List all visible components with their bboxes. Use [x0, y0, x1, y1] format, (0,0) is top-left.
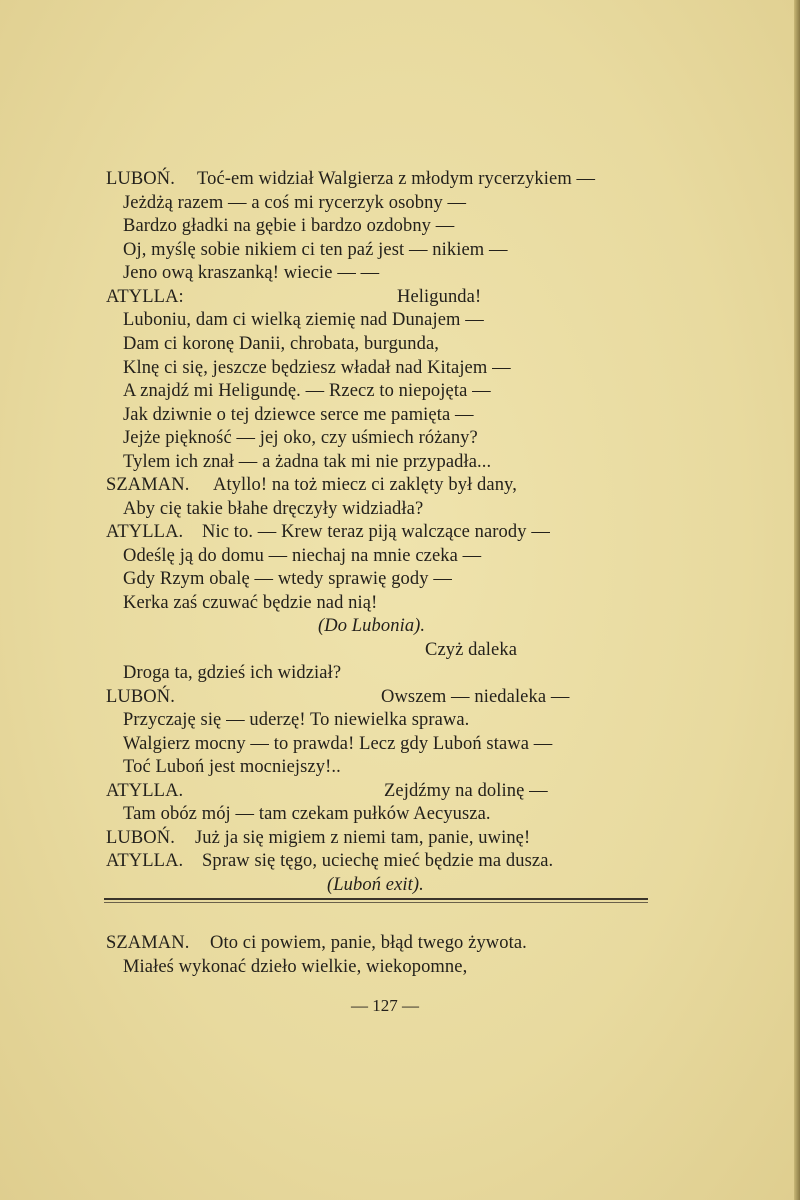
- line-text: A znajdź mi Heligundę. — Rzecz to niepojęta —: [123, 381, 491, 401]
- line-text: Kerka zaś czuwać będzie nad nią!: [123, 593, 378, 613]
- line-text: Bardzo gładki na gębie i bardzo ozdobny —: [123, 216, 455, 236]
- line-text: Klnę ci się, jeszcze będziesz władał nad Kitajem —: [123, 358, 511, 378]
- line-text: Oto ci powiem, panie, błąd twego żywota.: [210, 933, 527, 953]
- line-text: Spraw się tęgo, uciechę mieć będzie ma dusza.: [202, 851, 554, 871]
- section-divider: [104, 898, 648, 903]
- line-text: Atyllo! na toż miecz ci zaklęty był dany,: [213, 475, 517, 495]
- line-text: Walgierz mocny — to prawda! Lecz gdy Luboń stawa —: [123, 734, 553, 754]
- line-text: Toć Luboń jest mocniejszy!..: [123, 757, 341, 777]
- line-text: Oj, myślę sobie nikiem ci ten paź jest — nikiem —: [123, 240, 508, 260]
- speaker-label: SZAMAN.: [106, 475, 190, 495]
- line-text: Czyż daleka: [425, 640, 518, 660]
- speaker-label: ATYLLA.: [106, 522, 184, 542]
- line-text: Tam obóz mój — tam czekam pułków Aecyusza.: [123, 804, 491, 824]
- line-text: Heligunda!: [397, 287, 482, 307]
- line-text: Owszem — niedaleka —: [381, 687, 570, 707]
- line-text: Jeno ową kraszanką! wiecie — —: [123, 263, 380, 283]
- stage-direction-text: (Luboń exit).: [327, 875, 424, 895]
- page-edge: [794, 0, 800, 1200]
- line-text: Aby cię takie błahe dręczyły widziadła?: [123, 499, 424, 519]
- line-text: Przyczaję się — uderzę! To niewielka sprawa.: [123, 710, 470, 730]
- line-text: Droga ta, gdzieś ich widział?: [123, 663, 342, 683]
- line-text: Dam ci koronę Danii, chrobata, burgunda,: [123, 334, 440, 354]
- stage-direction-text: (Do Lubonia).: [318, 616, 426, 636]
- speaker-label: ATYLLA.: [106, 781, 184, 801]
- line-text: Jak dziwnie o tej dziewce serce me pamięta —: [123, 405, 474, 425]
- speaker-label: ATYLLA.: [106, 851, 184, 871]
- line-text: Nic to. — Krew teraz piją walczące narody —: [202, 522, 550, 542]
- line-text: Jeżdżą razem — a coś mi rycerzyk osobny —: [123, 193, 467, 213]
- line-text: Gdy Rzym obalę — wtedy sprawię gody —: [123, 569, 452, 589]
- page-number: — 127 —: [351, 996, 419, 1015]
- line-text: Zejdźmy na dolinę —: [384, 781, 548, 801]
- line-text: Odeślę ją do domu — niechaj na mnie czeka —: [123, 546, 482, 566]
- line-text: Już ja się migiem z niemi tam, panie, uwinę!: [195, 828, 531, 848]
- speaker-label: LUBOŃ.: [106, 169, 175, 189]
- speaker-label: ATYLLA:: [106, 287, 184, 307]
- speaker-label: LUBOŃ.: [106, 828, 175, 848]
- line-text: Jejże piękność — jej oko, czy uśmiech różany?: [123, 428, 478, 448]
- line-text: Toć-em widział Walgierza z młodym rycerzykiem —: [197, 169, 596, 189]
- line-text: Luboniu, dam ci wielką ziemię nad Dunajem —: [123, 310, 484, 330]
- line-text: Tylem ich znał — a żadna tak mi nie przypadła...: [123, 452, 492, 472]
- line-text: Miałeś wykonać dzieło wielkie, wiekopomne,: [123, 957, 468, 977]
- speaker-label: SZAMAN.: [106, 933, 190, 953]
- speaker-label: LUBOŃ.: [106, 687, 175, 707]
